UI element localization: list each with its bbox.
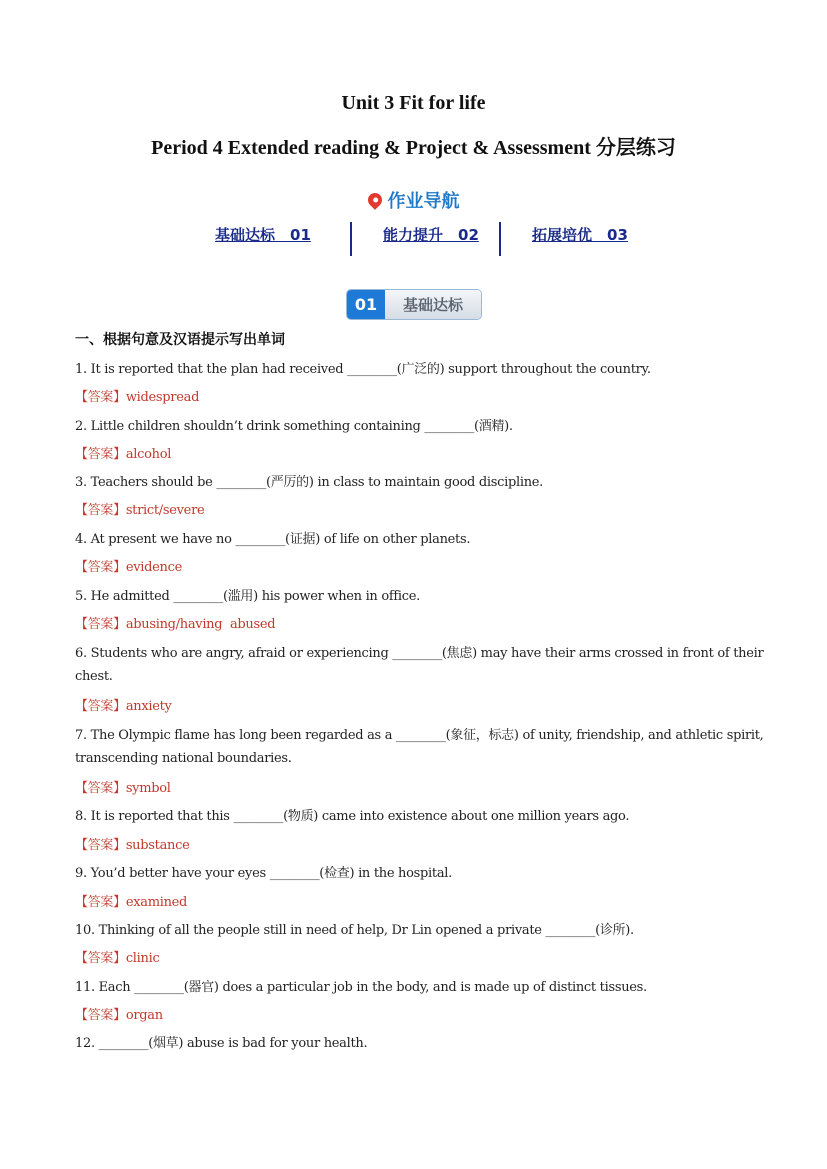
answer-text: substance	[125, 838, 190, 853]
nav-link-advanced[interactable]: 拓展培优 03	[532, 226, 628, 244]
answer-text: strict/severe	[125, 503, 205, 518]
question-6-line-1: 6. Students who are angry, afraid or experiencing ________(焦虑) may have their arms crossed in front of their	[75, 646, 764, 661]
section-label: 基础达标	[385, 290, 481, 319]
nav-divider	[350, 222, 352, 256]
document-title: Unit 3 Fit for life	[341, 92, 486, 114]
answer-3	[75, 499, 204, 518]
nav-divider	[499, 222, 501, 256]
answer-text: widespread	[125, 390, 200, 405]
question-7-line-1: 7. The Olympic flame has long been regarded as a ________(象征，标志) of unity, friendship, and athletic spirit,	[75, 728, 764, 743]
question-11: 11. Each ________(器官) does a particular job in the body, and is made up of distinct tissues.	[75, 980, 647, 995]
nav-link-basic[interactable]: 基础达标 01	[215, 226, 311, 244]
section-number: 01	[347, 290, 385, 319]
question-5: 5. He admitted ________(滥用) his power when in office.	[75, 589, 420, 604]
answer-text: examined	[125, 895, 188, 910]
answer-6	[75, 695, 172, 714]
answer-10	[75, 947, 159, 966]
answer-tag: 【答案】	[75, 617, 126, 632]
homework-nav-heading	[0, 187, 827, 213]
answer-11	[75, 1004, 163, 1023]
question-1: 1. It is reported that the plan had received ________(广泛的) support throughout the country.	[75, 362, 651, 377]
section-badge	[346, 289, 482, 320]
question-6-line-2: chest.	[75, 669, 113, 684]
part-heading: 一、根据句意及汉语提示写出单词	[75, 332, 285, 348]
answer-text: alcohol	[125, 447, 172, 462]
question-10: 10. Thinking of all the people still in need of help, Dr Lin opened a private ________(诊所).	[75, 923, 634, 938]
answer-text: clinic	[125, 951, 160, 966]
answer-tag: 【答案】	[75, 503, 126, 518]
answer-text: organ	[125, 1008, 163, 1023]
answer-4	[75, 556, 182, 575]
answer-tag: 【答案】	[75, 1008, 126, 1023]
answer-9	[75, 891, 187, 910]
question-12: 12. ________(烟草) abuse is bad for your health.	[75, 1036, 368, 1051]
homework-nav-links	[0, 222, 827, 258]
question-8: 8. It is reported that this ________(物质) came into existence about one million years ago.	[75, 809, 630, 824]
answer-tag: 【答案】	[75, 447, 126, 462]
answer-tag: 【答案】	[75, 781, 126, 796]
answer-tag: 【答案】	[75, 838, 126, 853]
question-4: 4. At present we have no ________(证据) of life on other planets.	[75, 532, 471, 547]
answer-tag: 【答案】	[75, 390, 126, 405]
homework-nav-heading-text: 作业导航	[387, 191, 460, 212]
answer-5	[75, 613, 275, 632]
nav-link-ability[interactable]: 能力提升 02	[383, 226, 479, 244]
answer-tag: 【答案】	[75, 951, 126, 966]
answer-tag: 【答案】	[75, 895, 126, 910]
answer-7	[75, 777, 171, 796]
answer-text: anxiety	[125, 699, 172, 714]
answer-8	[75, 834, 189, 853]
answer-1	[75, 386, 199, 405]
answer-tag: 【答案】	[75, 560, 126, 575]
answer-text: evidence	[125, 560, 182, 575]
document-subtitle: Period 4 Extended reading & Project & Assessment 分层练习	[151, 137, 676, 159]
question-3: 3. Teachers should be ________(严厉的) in class to maintain good discipline.	[75, 475, 543, 490]
question-9: 9. You’d better have your eyes ________(检查) in the hospital.	[75, 866, 452, 881]
answer-text: abusing/having abused	[125, 617, 276, 632]
answer-text: symbol	[125, 781, 171, 796]
question-7-line-2: transcending national boundaries.	[75, 751, 292, 766]
question-2: 2. Little children shouldn’t drink something containing ________(酒精).	[75, 419, 513, 434]
answer-2	[75, 443, 171, 462]
answer-tag: 【答案】	[75, 699, 126, 714]
location-pin-icon	[365, 190, 385, 210]
